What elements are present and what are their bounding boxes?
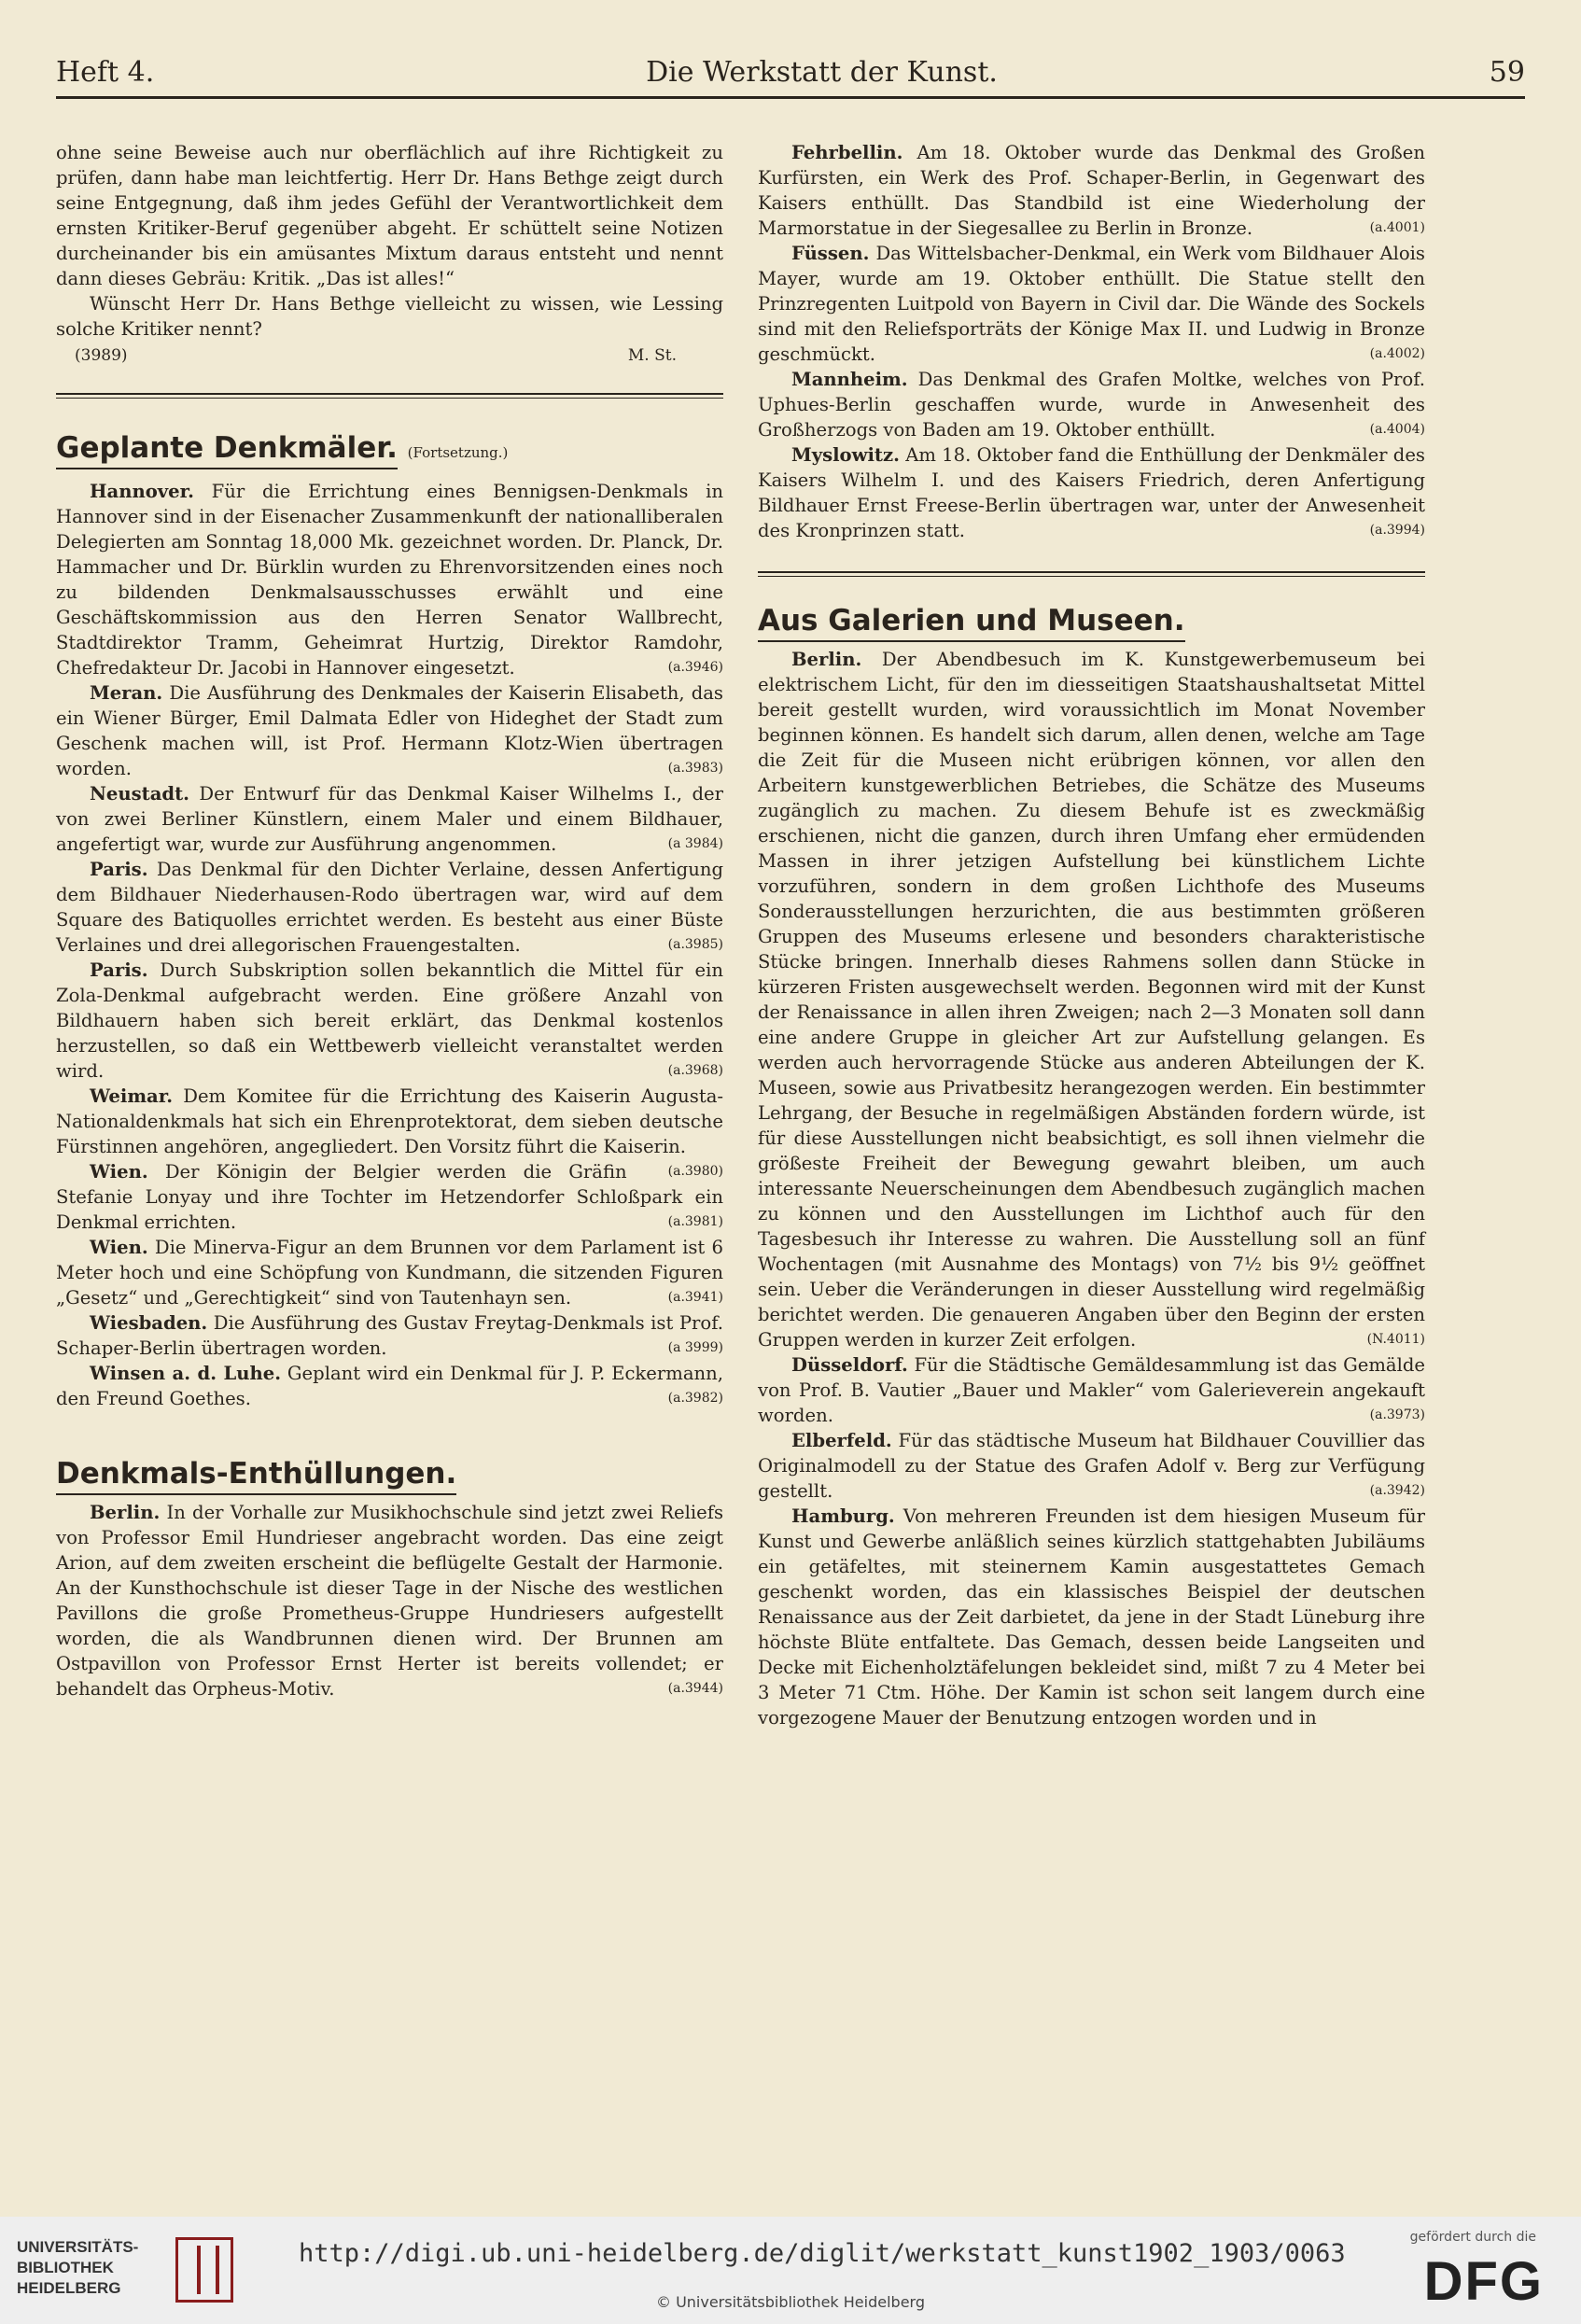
- article-paragraph: [758, 140, 1425, 241]
- place-name: Wien.: [90, 1161, 148, 1183]
- reference-number: (a.3941): [667, 1290, 723, 1305]
- signature-line: [56, 343, 723, 369]
- place-name: Fehrbellin.: [791, 142, 903, 163]
- article-text: Die Minerva-Figur an dem Brunnen vor dem Parlament ist 6 Meter hoch und eine Schöpfung von Kundmann, die sitzenden Figuren „Gesetz“ und „Gerechtigkeit“ sind von Tautenhayn sen.: [56, 1237, 724, 1309]
- signature-ref: (3989): [75, 346, 128, 365]
- place-name: Myslowitz.: [791, 444, 900, 466]
- page-number: 59: [1489, 56, 1525, 89]
- article-paragraph: [56, 1159, 723, 1235]
- section-title-geplante-denkmaeler: [56, 431, 723, 466]
- section-heading-text: Geplante Denkmäler.: [56, 431, 398, 469]
- article-text: Für das städtische Museum hat Bildhauer Couvillier das Originalmodell zu der Statue des Grafen Adolf v. Berg zur Verfügung gestellt.: [758, 1430, 1426, 1502]
- article-paragraph: [56, 680, 723, 781]
- place-name: Düsseldorf.: [791, 1354, 908, 1376]
- article-text: Die Ausführung des Denkmales der Kaiserin Elisabeth, das ein Wiener Bürger, Emil Dalmata Edler von Hideghet der Stadt zum Geschenk machen will, ist Prof. Hermann Klotz-Wien übertragen worden.: [56, 682, 723, 779]
- article-text: Das Denkmal des Grafen Moltke, welches von Prof. Uphues-Berlin geschaffen wurde, wurde in Anwesenheit des Großherzogs von Baden am 19. Oktober enthüllt.: [758, 369, 1425, 441]
- reference-number: (a.3983): [667, 761, 723, 776]
- article-text: Für die Städtische Gemäldesammlung ist das Gemälde von Prof. B. Vautier „Bauer und Makler“ vom Galerieverein angekauft worden.: [758, 1354, 1425, 1426]
- article-paragraph: [56, 1310, 723, 1361]
- place-name: Wien.: [90, 1237, 148, 1258]
- permalink[interactable]: http://digi.ub.uni-heidelberg.de/diglit/werkstatt_kunst1902_1903/0063: [299, 2239, 1346, 2268]
- reference-number: (a.4004): [1369, 422, 1425, 437]
- article-text: Geplant wird ein Denkmal für J. P. Eckermann, den Freund Goethes.: [56, 1363, 723, 1409]
- article-paragraph: [758, 1352, 1425, 1428]
- article-text: Dem Komitee für die Errichtung des Kaiserin Augusta-Nationaldenkmals hat sich ein Ehrenprotektorat, dem sieben deutsche Fürstinnen angehören, angegliedert. Den Vorsitz führt die Kaiserin.: [56, 1085, 724, 1157]
- reference-number: (a.3994): [1369, 523, 1425, 538]
- right-column: [758, 140, 1425, 1730]
- reference-number: (a 3984): [667, 836, 723, 851]
- article-list: [758, 140, 1425, 543]
- logo-line: BIBLIOTHEK: [17, 2259, 114, 2276]
- reference-number: (a.3985): [667, 937, 723, 952]
- divider: [758, 571, 1425, 577]
- place-name: Wiesbaden.: [90, 1312, 208, 1334]
- copyright-notice: © Universitätsbibliothek Heidelberg: [655, 2293, 925, 2311]
- reference-number: (a.3973): [1369, 1407, 1425, 1422]
- left-column: [56, 140, 723, 1701]
- reference-number: (a.3982): [667, 1391, 723, 1406]
- article-list: [56, 479, 723, 1411]
- running-head: [56, 37, 1525, 99]
- place-name: Paris.: [90, 959, 148, 981]
- article-paragraph: [758, 367, 1425, 442]
- funding-label: gefördert durch die: [1409, 2230, 1536, 2245]
- article-text: Am 18. Oktober fand die Enthüllung der Denkmäler des Kaisers Wilhelm I. und des Kaisers Friedrich, deren Anfertigung Bildhauer Ernst Freese-Berlin übertragen war, unter der Anwesenheit des Kronprinzen statt.: [758, 444, 1425, 541]
- article-paragraph: [758, 647, 1425, 1352]
- section-heading-text: Aus Galerien und Museen.: [758, 604, 1185, 642]
- reference-number: (a.4001): [1369, 220, 1425, 235]
- section-title-galerien: [758, 604, 1425, 637]
- place-name: Neustadt.: [90, 783, 189, 805]
- divider: [56, 393, 723, 399]
- logo-line: HEIDELBERG: [17, 2279, 121, 2297]
- article-paragraph: [56, 958, 723, 1084]
- section-heading-text: Denkmals-Enthüllungen.: [56, 1457, 456, 1495]
- article-text: Die Ausführung des Gustav Freytag-Denkmals ist Prof. Schaper-Berlin übertragen worden.: [56, 1312, 723, 1359]
- article-paragraph: [758, 1504, 1425, 1730]
- article-paragraph: [56, 1361, 723, 1411]
- signature-name: M. St.: [627, 346, 677, 365]
- place-name: Elberfeld.: [791, 1430, 892, 1451]
- viewer-footer: [0, 2217, 1581, 2324]
- dfg-logo[interactable]: DFG: [1423, 2251, 1544, 2312]
- reference-number: (a.3944): [667, 1681, 723, 1696]
- article-paragraph: [56, 781, 723, 857]
- place-name: Berlin.: [791, 649, 862, 670]
- article-paragraph: [758, 1428, 1425, 1504]
- article-paragraph: [758, 442, 1425, 543]
- reference-number: (a.3946): [667, 660, 723, 675]
- article-text: Der Entwurf für das Denkmal Kaiser Wilhelms I., der von zwei Berliner Künstlern, einem Maler und einem Bildhauer, angefertigt war, wurde zur Ausführung angenommen.: [56, 783, 723, 855]
- article-text: Der Abendbesuch im K. Kunstgewerbemuseum bei elektrischem Licht, für den im diesseitigen Staatshaushaltsetat Mittel bereit gestellt wurden, wird voraussichtlich im Monat November beginnen können. Es handelt sich darum, allen denen, welche am Tage die Zeit für die Museen nicht erübrigen können, vor allen den Arbeitern kunstgewerblichen Betriebes, die Schätze des Museums zugänglich zu machen. Zu diesem Behufe ist es zweckmäßig erschienen, nicht die ganzen, durch ihren Umfang eher ermüdenden Massen in ihrer jetzigen Aufstellung bei künstlichem Lichte vorzuführen, sondern in dem großen Lichthofe des Museums Sonderausstellungen herzurichten, die aus bestimmten größeren Gruppen des Museums erlesene und besonders charakteristische Stücke bringen. Innerhalb dieses Rahmens sollen dann Stücke in kürzeren Fristen ausgewechselt werden. Begonnen wird mit der Kunst der Renaissance in allen ihren Zweigen; nach 2—3 Monaten soll dann eine andere Gruppe in gleicher Art zur Aufstellung gelangen. Es werden auch hervorragende Stücke aus anderen Abteilungen der K. Museen, sowie aus Privatbesitz herangezogen werden. Ein bestimmter Lehrgang, der Besuche in regelmäßigen Abständen fordern würde, ist für diese Ausstellungen nicht beabsichtigt, es soll ihnen vielmehr die größeste Freiheit der Bewegung gewahrt bleiben, um auch interessante Neuerscheinungen dem Abendbesuch zugänglich machen zu können und den Ausstellungen im Lichthof auch für den Tagesbesuch ihr Interesse zu wahren. Die Ausstellung soll an fünf Wochentagen (mit Ausnahme des Montags) von 7½ bis 9½ geöffnet sein. Ueber die Veränderungen in dieser Ausstellung wird regelmäßig berichtet werden. Die genaueren Angaben über den Beginn der ersten Gruppen werden in kurzer Zeit erfolgen.: [758, 649, 1426, 1351]
- issue-label: Heft 4.: [56, 56, 155, 89]
- article-text: In der Vorhalle zur Musikhochschule sind jetzt zwei Reliefs von Professor Emil Hundrieser angebracht worden. Das eine zeigt Arion, auf dem zweiten erscheint die beflügelte Gestalt der Harmonie. An der Kunsthochschule ist dieser Tage in der Nische des westlichen Pavillons die große Prometheus-Gruppe Hundriesers aufgestellt worden, die als Wandbrunnen dienen wird. Der Brunnen am Ostpavillon von Professor Ernst Herter ist bereits vollendet; er behandelt das Orpheus-Motiv.: [56, 1502, 724, 1700]
- article-paragraph: [56, 479, 723, 680]
- article-paragraph: [56, 857, 723, 958]
- place-name: Hannover.: [90, 481, 194, 502]
- article-text: Für die Errichtung eines Bennigsen-Denkmals in Hannover sind in der Eisenacher Zusammenkunft der nationalliberalen Delegierten am Sonntag 18,000 Mk. gezeichnet worden. Dr. Planck, Dr. Hammacher und Dr. Bürklin wurden zu Ehrenvorsitzenden eines noch zu bildenden Denkmalsausschusses erwählt und eine Geschäftskommission aus den Herren Senator Wallbrecht, Stadtdirektor Tramm, Geheimrat Hurtzig, Direktor Ramdohr, Chefredakteur Dr. Jacobi in Hannover eingesetzt.: [56, 481, 723, 679]
- reference-number: (a.3981): [667, 1214, 723, 1229]
- article-text: Das Wittelsbacher-Denkmal, ein Werk vom Bildhauer Alois Mayer, wurde am 19. Oktober enthüllt. Die Statue stellt den Prinzregenten Luitpold von Bayern in Civil dar. Die Wände des Sockels sind mit den Reliefsporträts der Könige Max II. und Ludwig in Bronze geschmückt.: [758, 243, 1425, 365]
- reference-number: (a 3999): [667, 1340, 723, 1355]
- section-title-enthuellungen: [56, 1457, 723, 1491]
- article-text: Am 18. Oktober wurde das Denkmal des Großen Kurfürsten, ein Werk des Prof. Schaper-Berlin, in Gegenwart des Kaisers enthüllt. Das Standbild ist eine Wiederholung der Marmorstatue in der Siegesallee zu Berlin in Bronze.: [758, 142, 1425, 239]
- place-name: Hamburg.: [791, 1505, 895, 1527]
- article-text: Das Denkmal für den Dichter Verlaine, dessen Anfertigung dem Bildhauer Niederhausen-Rodo übertragen war, wird auf dem Square des Batiquolles errichtet werden. Es besteht aus einer Büste Verlaines und drei allegorischen Frauengestalten.: [56, 859, 723, 956]
- logo-line: UNIVERSITÄTS-: [17, 2238, 139, 2256]
- reference-number: (a.3980): [667, 1164, 723, 1179]
- section-subtitle: (Fortsetzung.): [407, 444, 509, 461]
- article-list: [56, 1500, 723, 1701]
- reference-number: (a.3968): [667, 1063, 723, 1078]
- paragraph: Wünscht Herr Dr. Hans Bethge vielleicht zu wissen, wie Lessing solche Kritiker nennt?: [56, 293, 723, 340]
- journal-title: Die Werkstatt der Kunst.: [646, 56, 998, 89]
- reference-number: (a.4002): [1369, 346, 1425, 361]
- article-text: Durch Subskription sollen bekanntlich die Mittel für ein Zola-Denkmal aufgebracht werden. Eine größere Anzahl von Bildhauern haben sich bereit erklärt, das Denkmal kostenlos herzustellen, so daß ein Wettbewerb vielleicht veranstaltet werden wird.: [56, 959, 723, 1082]
- article-list: [758, 647, 1425, 1730]
- paragraph: ohne seine Beweise auch nur oberflächlich auf ihre Richtigkeit zu prüfen, dann habe man leichtfertig. Herr Dr. Hans Bethge zeigt durch seine Entgegnung, daß ihm jedes Gefühl der Verantwortlichkeit dem ernsten Kritiker-Beruf gegenüber abgeht. Er schüttelt seine Notizen durcheinander bis ein amüsantes Mixtum daraus entsteht und nennt dann dieses Gebräu: Kritik. „Das ist alles!“: [56, 142, 723, 289]
- article-paragraph: [56, 1500, 723, 1701]
- place-name: Füssen.: [791, 243, 870, 264]
- article-text: Von mehreren Freunden ist dem hiesigen Museum für Kunst und Gewerbe anläßlich seines kürzlich stattgehabten Jubiläums ein getäfeltes, mit steinernem Kamin ausgestattetes Gemach geschenkt worden, das ein klassisches Beispiel der deutschen Renaissance aus der Zeit darbietet, da jene in der Stadt Lüneburg ihre höchste Blüte entfaltete. Das Gemach, dessen beide Langseiten und Decke mit Eichenholztäfelungen bekleidet sind, mißt 7 zu 4 Meter bei 3 Meter 71 Ctm. Höhe. Der Kamin ist schon seit langem durch eine vorgezogene Mauer der Benutzung entzogen worden und in: [758, 1505, 1425, 1729]
- article-text: Der Königin der Belgier werden die Gräfin Stefanie Lonyay und ihre Tochter im Hetzendorfer Schloßpark ein Denkmal errichten.: [56, 1161, 723, 1233]
- place-name: Winsen a. d. Luhe.: [90, 1363, 282, 1384]
- article-paragraph: [758, 241, 1425, 367]
- place-name: Weimar.: [90, 1085, 174, 1107]
- place-name: Berlin.: [90, 1502, 161, 1523]
- place-name: Meran.: [90, 682, 163, 704]
- article-paragraph: [56, 1235, 723, 1310]
- place-name: Paris.: [90, 859, 148, 880]
- reference-number: (N.4011): [1366, 1332, 1425, 1347]
- reference-number: (a.3942): [1369, 1483, 1425, 1498]
- place-name: Mannheim.: [791, 369, 908, 390]
